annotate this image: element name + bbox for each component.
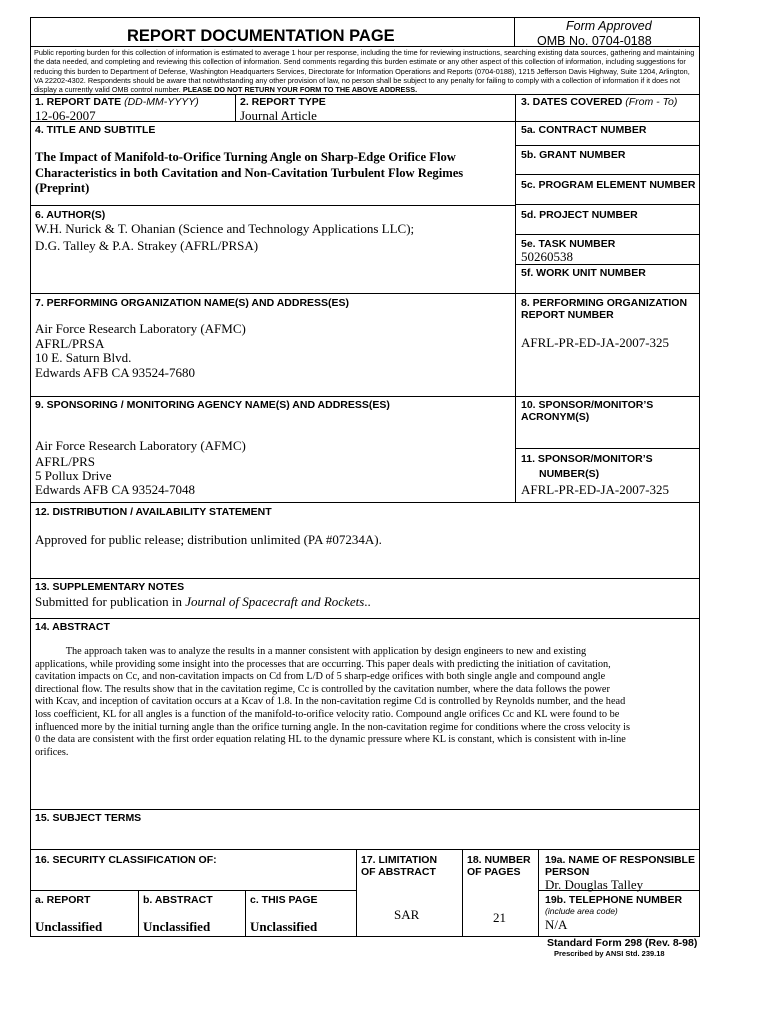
telephone-hint: (include area code) bbox=[545, 906, 618, 916]
burden-notice-text: Public reporting burden for this collection of information is estimated to average 1 hour per response, including the time for reviewing instructions, searching existing data sources, gathering and maintaining the data needed, and completing and reviewing this collection of information. Send comments regarding this burden estimate or any other aspect of this collection of information, including suggestions for reducing this burden to Department of Defense, Washington Headquarters Services, Directorate for Information Operations and Reports (0704-0188), 1215 Jefferson Davis Highway, Suite 1204, Arlington, VA 22202-4302. Respondents should be aware that notwithstanding any other provision of law, no person shall be subject to any penalty for failing to comply with a collection of information if it does not display a currently valid OMB control number. bbox=[34, 48, 695, 95]
form-approved-label: Form Approved bbox=[566, 19, 652, 33]
title-subtitle-label: 4. TITLE AND SUBTITLE bbox=[35, 124, 156, 136]
sponsor-number-label-2: NUMBER(S) bbox=[539, 468, 600, 480]
abstract-line: loss coefficient, KL for all angles is a function of the manifold-to-orifice velocity ratio. Compound angle orifices Cc and KL were found to be bbox=[35, 708, 620, 720]
security-report-value[interactable]: Unclassified bbox=[35, 919, 103, 934]
num-pages-value[interactable]: 21 bbox=[493, 910, 506, 925]
abstract-label: 14. ABSTRACT bbox=[35, 621, 110, 633]
security-page-value[interactable]: Unclassified bbox=[250, 919, 318, 934]
abstract-line: influenced more by the initial turning angle than the orifice turning angle. In the non-cavitation regime for conditions where the cross velocity is bbox=[35, 721, 631, 733]
sponsoring-agency-label: 9. SPONSORING / MONITORING AGENCY NAME(S) AND ADDRESS(ES) bbox=[35, 399, 390, 411]
supplementary-label: 13. SUPPLEMENTARY NOTES bbox=[35, 581, 185, 593]
report-date-hint: (DD-MM-YYYY) bbox=[124, 96, 199, 108]
sponsoring-agency-line[interactable]: Air Force Research Laboratory (AFMC) bbox=[35, 438, 246, 453]
performing-report-value[interactable]: AFRL-PR-ED-JA-2007-325 bbox=[521, 335, 670, 350]
performing-org-line[interactable]: AFRL/PRSA bbox=[35, 336, 105, 351]
sponsor-acronym-label-1: 10. SPONSOR/MONITOR’S bbox=[521, 399, 654, 411]
burden-warning: PLEASE DO NOT RETURN YOUR FORM TO THE ABOVE ADDRESS. bbox=[182, 85, 418, 95]
performing-org-line[interactable]: Edwards AFB CA 93524-7680 bbox=[35, 365, 195, 380]
abstract-line: The approach taken was to analyze the results in a manner consistent with application by design engineers to new and existing bbox=[35, 646, 587, 657]
project-number-label: 5d. PROJECT NUMBER bbox=[521, 209, 638, 221]
responsible-person-label-2: PERSON bbox=[545, 866, 590, 878]
telephone-label: 19b. TELEPHONE NUMBER bbox=[545, 894, 683, 906]
responsible-person-value[interactable]: Dr. Douglas Talley bbox=[545, 877, 644, 892]
security-abstract-label: b. ABSTRACT bbox=[143, 894, 213, 906]
security-page-label: c. THIS PAGE bbox=[250, 894, 318, 906]
limitation-label-2: OF ABSTRACT bbox=[361, 866, 436, 878]
abstract-line: directional flow. The results show that in the cavitation regime, Cc is controlled by the cavitation number, where the data follows the power bbox=[35, 683, 610, 695]
subject-terms-label: 15. SUBJECT TERMS bbox=[35, 812, 142, 824]
task-number-label: 5e. TASK NUMBER bbox=[521, 238, 616, 250]
report-type-value[interactable]: Journal Article bbox=[240, 108, 317, 123]
performing-org-line[interactable]: 10 E. Saturn Blvd. bbox=[35, 350, 132, 365]
work-unit-label: 5f. WORK UNIT NUMBER bbox=[521, 267, 646, 279]
security-report-label: a. REPORT bbox=[35, 894, 91, 906]
sponsoring-agency-line[interactable]: AFRL/PRS bbox=[35, 454, 95, 469]
sponsoring-agency-line[interactable]: Edwards AFB CA 93524-7048 bbox=[35, 482, 195, 497]
abstract-text[interactable] bbox=[35, 646, 695, 759]
journal-name: Journal of Spacecraft and Rockets bbox=[185, 594, 365, 609]
dates-covered-hint: (From - To) bbox=[625, 96, 678, 108]
security-classification-label: 16. SECURITY CLASSIFICATION OF: bbox=[35, 854, 217, 866]
responsible-person-label-1: 19a. NAME OF RESPONSIBLE bbox=[545, 854, 695, 866]
sponsor-number-value[interactable]: AFRL-PR-ED-JA-2007-325 bbox=[521, 482, 670, 497]
distribution-value[interactable]: Approved for public release; distribution unlimited (PA #07234A). bbox=[35, 532, 382, 547]
contract-number-label: 5a. CONTRACT NUMBER bbox=[521, 124, 647, 136]
abstract-line: orifices. bbox=[35, 746, 69, 758]
prescribed-label: Prescribed by ANSI Std. 239.18 bbox=[554, 949, 665, 958]
report-date-value[interactable]: 12-06-2007 bbox=[35, 108, 96, 123]
burden-notice bbox=[34, 48, 698, 94]
abstract-line: cavitation impacts on Cc, and non-cavitation impacts on Cd from L/D of 5 sharp-edge orifices with both single angle and compound angle bbox=[35, 671, 606, 683]
num-pages-label-1: 18. NUMBER bbox=[467, 854, 531, 866]
supplementary-value[interactable]: Submitted for publication in Journal of Spacecraft and Rockets.. bbox=[35, 594, 371, 609]
report-date-label: 1. REPORT DATE (DD-MM-YYYY) bbox=[35, 96, 199, 108]
performing-org-label: 7. PERFORMING ORGANIZATION NAME(S) AND ADDRESS(ES) bbox=[35, 297, 350, 309]
sponsoring-agency-line[interactable]: 5 Pollux Drive bbox=[35, 468, 112, 483]
distribution-label: 12. DISTRIBUTION / AVAILABILITY STATEMENT bbox=[35, 506, 272, 518]
page-title: REPORT DOCUMENTATION PAGE bbox=[127, 27, 395, 45]
abstract-line: applications, while providing some insight into the processes that are occurring. This paper deals with predicting the initiation of cavitation, bbox=[35, 658, 611, 670]
sponsor-number-label-1: 11. SPONSOR/MONITOR’S bbox=[521, 453, 653, 465]
limitation-label-1: 17. LIMITATION bbox=[361, 854, 438, 866]
program-element-label: 5c. PROGRAM ELEMENT NUMBER bbox=[521, 179, 696, 191]
authors-line-2[interactable]: D.G. Talley & P.A. Strakey (AFRL/PRSA) bbox=[35, 238, 259, 253]
sponsor-acronym-label-2: ACRONYM(S) bbox=[521, 411, 590, 423]
authors-line-1[interactable]: W.H. Nurick & T. Ohanian (Science and Technology Applications LLC); bbox=[35, 221, 415, 236]
grant-number-label: 5b. GRANT NUMBER bbox=[521, 149, 626, 161]
title-subtitle-value[interactable]: The Impact of Manifold-to-Orifice Turning Angle on Sharp-Edge Orifice Flow Characteristics in both Cavitation and Non-Cavitation Turbulent Flow Regimes (Preprint) bbox=[35, 150, 464, 195]
dates-covered-label: 3. DATES COVERED (From - To) bbox=[521, 96, 678, 108]
standard-form-label: Standard Form 298 (Rev. 8-98) bbox=[547, 937, 698, 949]
num-pages-label-2: OF PAGES bbox=[467, 866, 521, 878]
authors-label: 6. AUTHOR(S) bbox=[35, 209, 106, 221]
report-type-label: 2. REPORT TYPE bbox=[240, 96, 326, 108]
security-abstract-value[interactable]: Unclassified bbox=[143, 919, 211, 934]
abstract-line: with Kcav, and inception of cavitation occurs at a Kcav of 1.8. In the non-cavitation regime Cd is controlled by Reynolds number, and the head bbox=[35, 696, 626, 708]
abstract-line: 0 the data are consistent with the first order equation relating HL to the dynamic pressure where KL is constant, which is consistent with in-line bbox=[35, 734, 626, 746]
omb-number: OMB No. 0704-0188 bbox=[537, 34, 652, 48]
task-number-value[interactable]: 50260538 bbox=[521, 249, 573, 264]
telephone-value[interactable]: N/A bbox=[545, 917, 568, 932]
performing-report-label-2: REPORT NUMBER bbox=[521, 309, 614, 321]
limitation-value[interactable]: SAR bbox=[394, 907, 420, 922]
performing-report-label-1: 8. PERFORMING ORGANIZATION bbox=[521, 297, 688, 309]
performing-org-line[interactable]: Air Force Research Laboratory (AFMC) bbox=[35, 321, 246, 336]
